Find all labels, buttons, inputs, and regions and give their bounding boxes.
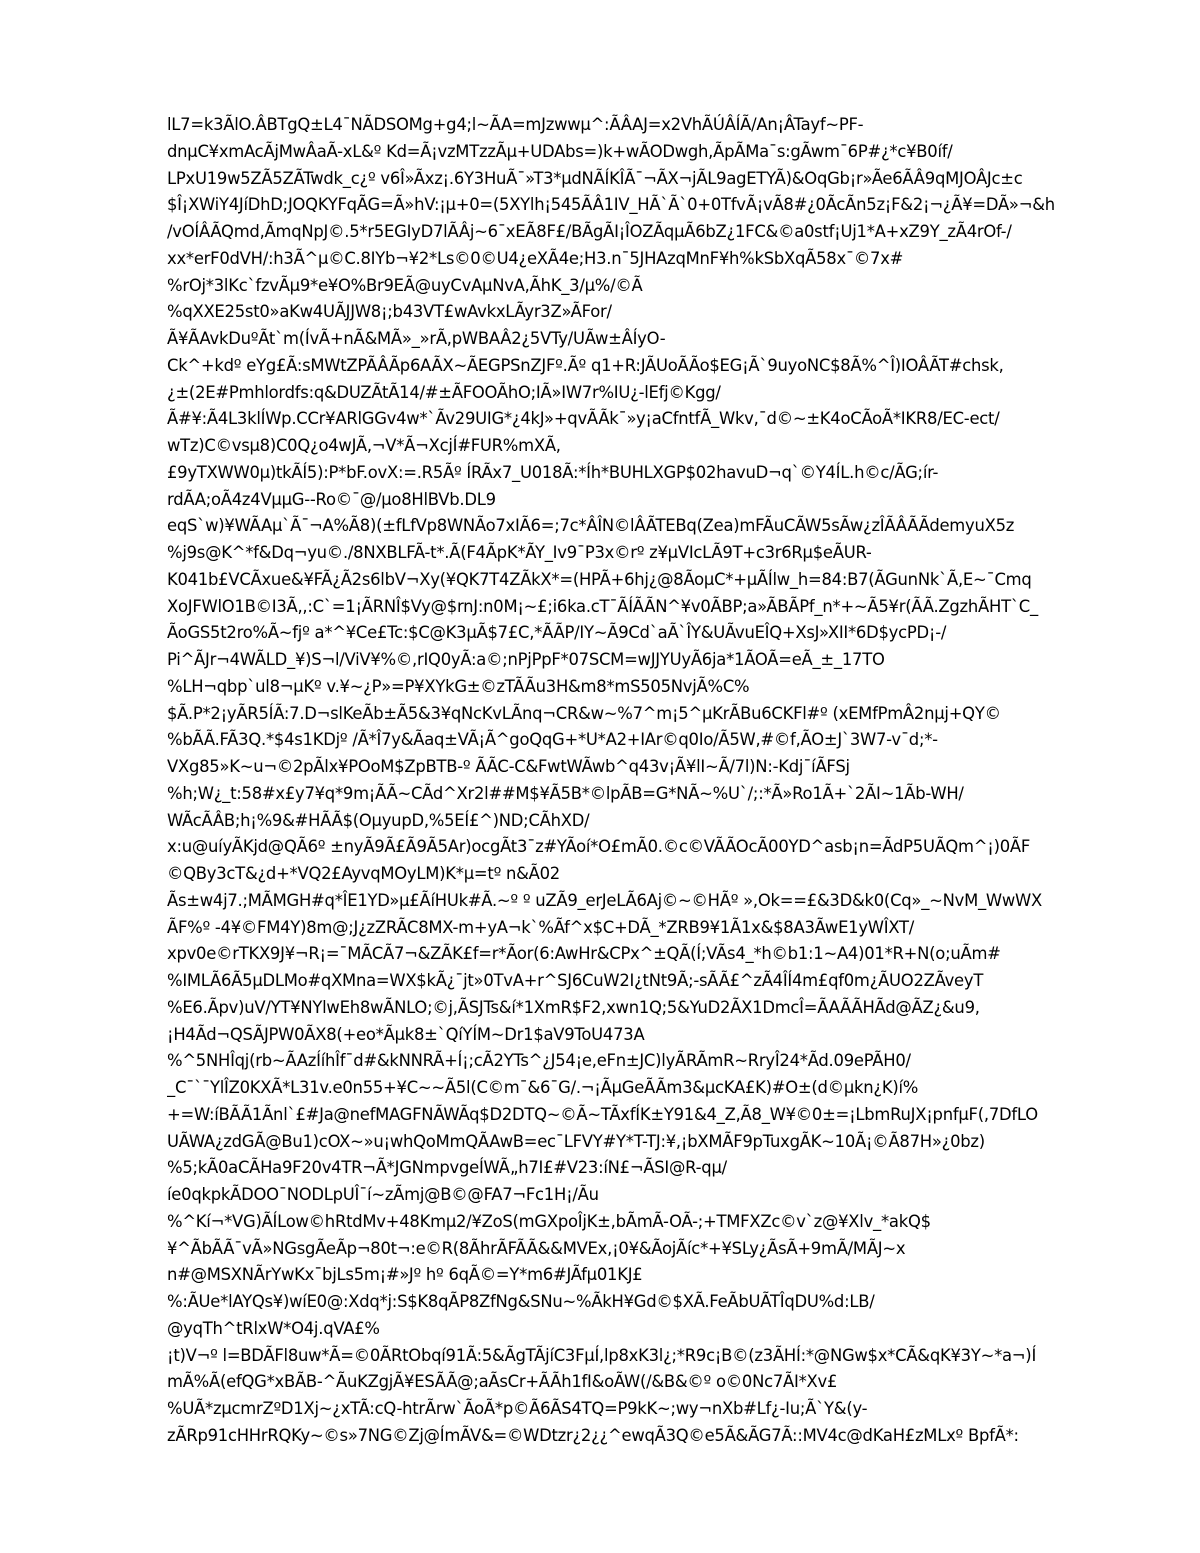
text-line: @yqTh^tRlxW*O4j.qVA£%	[167, 1318, 380, 1338]
text-line: $Î¡XWiY4JíDhD;JOQKYFqÃG=Ã»hV:¡µ+0=(5XYlh¡545ÃÂ1IV_HÃ`Ã`0+0TfvÃ¡vÃ8#¿0ÃcÃn5z¡F&2¡¬¿Ã¥=DÃ»¬&h	[167, 195, 1055, 215]
text-line: WÃcÃÂB;h¡%9&#HÃÃ$(OµyupD,%5EÍ£^)ND;CÃhXD/	[167, 810, 590, 830]
text-line: %h;W¿_t:58#x£y7¥q*9m¡ÃÃ~CÃd^Xr2l##M$¥Ã5B*©lpÃB=G*NÃ~%U`/;:*Ã»Ro1Ã+`2ÃI~1Ãb-WH/	[167, 783, 964, 803]
text-line: wTz)C©vsµ8)C0Q¿o4wJÃ,¬V*Ã¬XcjÍ#FUR%mXÃ,	[167, 436, 561, 455]
text-line: Pi^ÃJr¬4WÃLD_¥)S¬l/ViV¥%©,rIQ0yÃ:a©;nPjPpF*07SCM=wJJYUyÃ6ja*1ÃOÃ=eÃ_±_17TO	[167, 650, 885, 669]
text-line: +=W:íBÃÃ1Ãnl`£#Ja@nefMAGFNÃWÃq$D2DTQ~©Ã~TÃxfÍK±Y91&4_Z,Ã8_W¥©0±=¡LbmRuJX¡pnfµF(,7DfLO	[167, 1104, 1038, 1124]
text-line: %bÃÃ.FÃ3Q.*$4s1KDjº /Ã*Î7y&Ãaq±VÃ¡Ã^goQqG+*U*A2+IAr©q0Io/Ã5W,#©f,ÃO±J`3W7-v¯d;*-	[167, 730, 938, 750]
text-line: ÃF%º -4¥©FM4Y)8m@;J¿zZRÃC8MX-m+yA¬k`%Ãf^x$C+DÃ_*ZRB9¥1Ã1x&$8A3ÃwE1yWÎXT/	[167, 917, 915, 937]
text-line: K041b£VCÃxue&¥FÃ¿Ã2s6lbV¬Xy(¥QK7T4ZÃkX*=(HPÃ+6hj¿@8ÃoµC*+µÃÍlw_h=84:B7(ÃGunNk`Ã,E~¯Cmq	[167, 569, 1032, 589]
text-line: %E6.Ãpv)uV/YT¥NYlwEh8wÃNLO;©j,ÃSJTs&í*1XmR$F2,xwn1Q;5&YuD2ÃX1DmcÎ=ÃAÃÃHÃd@ÃZ¿&u9,	[167, 997, 980, 1017]
text-line: xx*erF0dVH/:h3Ã^µ©C.8IYb¬¥2*Ls©0©U4¿eXÃ4e;H3.n¯5JHAzqMnF¥h%kSbXqÃ58x¯©7x#	[167, 248, 904, 268]
text-line: _C¯`¯YlÎZ0KXÃ*L31v.e0n55+¥C~~Ã5l(C©m¯&6¯G/.¬¡ÃµGeÃÃm3&µcKA£K)#O±(d©µkn¿K)í%	[167, 1078, 919, 1097]
text-line: Ã#¥:Ã4L3klÍWp.CCr¥ARlGGv4w*`Ãv29UIG*¿4kJ»+qvÃÃk¯»y¡aCfntfÃ_Wkv,¯d©~±K4oCÃoÃ*IKR8/EC-ect/	[167, 409, 1000, 429]
text-line: %:ÃUe*lAYQs¥)wíE0@:Xdq*j:S$K8qÃP8ZfNg&SNu~%ÃkH¥Gd©$XÃ.FeÃbUÃTÎqDU%d:LB/	[167, 1292, 875, 1311]
text-line: LPxU19w5ZÃ5ZÃTwdk_c¿º v6Î»Ãxz¡.6Y3HuÃ¯»T3*µdNÃÍKÎÃ¯¬ÃX¬jÃL9agETYÃ)&OqGb¡r»Ãe6ÃÂ9qMJOÂJc±c	[167, 168, 1023, 188]
text-line: n#@MSXNÃrYwKx¯bjLs5m¡#»Jº hº 6qÃ©=Y*m6#JÃfµ01KJ£	[167, 1265, 643, 1285]
text-line: eqS`w)¥WÃAµ`Ã¯¬A%Ã8)(±fLfVp8WNÃo7xIÃ6=;7c*ÂÎN©lÂÃTEBq(Zea)mFÃuCÃW5sÃw¿zÎÃÂÃÃdemyuX5z	[167, 516, 1015, 536]
text-line: £9yTXWW0µ)tkÃÍ5):P*bF.ovX:=.R5Ãº ÍRÃx7_U018Ã:*Íh*BUHLXGP$02havuD¬q`©Y4ÍL.h©c/ÃG;ír-	[167, 462, 939, 482]
text-line: ¡H4Ãd¬QSÃJPW0ÃX8(+eo*Ãµk8±`QíYÍM~Dr1$aV9ToU473A	[167, 1024, 645, 1044]
document-text-body	[167, 112, 1127, 1450]
text-line: ¡t)V¬º l=BDÃFl8uw*Ã=©0ÃRtObqí91Ã:5&ÃgTÃjíC3FµÍ,lp8xK3l¿;*R9c¡B©(z3ÃHÍ:*@NGw$x*CÃ&qK¥3Y~*a¬)Í	[167, 1345, 1037, 1365]
text-line: zÃRp91cHHrRQKy~©s»7NG©Zj@ÍmÃV&=©WDtzr¿2¿¿^ewqÃ3Q©e5Ã&ÃG7Ã::MV4c@dKaH£zMLxº BpfÃ*:	[167, 1425, 1019, 1445]
text-line: %qXXE25st0»aKw4UÃJJW8¡;b43VT£wAvkxLÃyr3Z»ÃFor/	[167, 302, 612, 322]
text-line: xpv0e©rTKX9J¥¬R¡=¯MÃCÃ7¬&ZÃK£f=r*Ãor(6:AwHr&CPx^±QÃ(Í;VÃs4_*h©b1:1~A4)01*R+N(o;uÃm#	[167, 944, 1001, 964]
text-line: Ck^+kdº eYg£Ã:sMWtZPÃÂÃp6AÃX~ÃEGPSnZJFº.Ãº q1+R:JÃUoÃÃo$EG¡Ã`9uyoNC$8Ã%^Î)IOÂÃT#chsk,	[167, 355, 1004, 375]
text-line: %LH¬qbp`ul8¬µKº v.¥~¿P»=P¥XYkG±©zTÃÃu3H&m8*mS505NvjÃ%C%	[167, 676, 750, 696]
text-line: ÃoGS5t2ro%Ã~fjº a*^¥Ce£Tc:$C@K3µÃ$7£C,*ÃÃP/IY~Ã9Cd`aÃ`ÎY&UÃvuEÎQ+XsJ»XII*6D$ycPD¡-/	[167, 623, 947, 643]
text-line: XoJFWlO1B©I3Ã,,:C`=1¡ÃRNÎ$Vy@$rnJ:n0M¡~£;i6ka.cT¯ÃÍÃÃN^¥v0ÃBP;a»ÃBÃPf_n*+~Ã5¥r(ÃÃ.ZgzhÃHT`C_	[167, 596, 1038, 616]
text-line: ©QBy3cT&¿d+*VQ2£AyvqMOyLM)K*µ=tº n&Ã02	[167, 864, 560, 883]
text-line: %5;kÃ0aCÃHa9F20v4TR¬Ã*JGNmpvgeÍWÃ„h7I£#V23:íN£¬ÃSI@R-qµ/	[167, 1158, 727, 1178]
text-line: %j9s@K^*f&Dq¬yu©./8NXBLFÃ-t*.Ã(F4ÃpK*ÃY_Iv9¯P3x©rº z¥µVIcLÃ9T+c3r6Rµ$eÃUR-	[167, 543, 872, 562]
text-line: Ãs±w4j7.;MÃMGH#q*ÎE1YD»µ£ÃíHUk#Ã.~º º uZÃ9_erJeLÃ6Aj©~©HÃº »,Ok==£&3D&k0(Cq»_~NvM_WwWX	[167, 890, 1042, 910]
text-line: Ã¥ÃAvkDuºÃt`m(ÍvÃ+nÃ&MÃ»_»rÃ,pWBAÂ2¿5VTy/UÃw±ÂÍyO-	[167, 329, 666, 348]
text-line: %rOj*3lKc`fzvÃµ9*e¥O%Br9EÃ@uyCvAµNvA,ÃhK_3/µ%/©Ã	[167, 275, 643, 295]
text-line: %^5NHÎqj(rb~ÃAzÍíhÎf¯d#&kNNRÃ+Í¡;cÃ2YTs^¿J54¡e,eFn±JC)lyÃRÃmR~RryÎ24*Ãd.09ePÃH0/	[167, 1051, 911, 1071]
text-line: %IMLÃ6Ã5µDLMo#qXMna=WX$kÃ¿¯jt»0TvA+r^SJ6CuW2I¿tNt9Ã;-sÃÃ£^zÃ4ÎÍ4m£qf0m¿ÃUO2ZÃveyT	[167, 971, 984, 990]
text-line: x:u@uíyÃKjd@QÃ6º ±nyÃ9Ã£Ã9Ã5Ar)ocgÃt3¯z#YÃoí*O£mÃ0.©c©VÃÃOcÃ00YD^asb¡n=ÃdP5UÃQm^¡)0ÃF	[167, 837, 1031, 857]
text-line: dnµC¥xmAcÃjMwÂaÃ-xL&º Kd=Ã¡vzMTzzÃµ+UDAbs=)k+wÃODwgh,ÃpÃMa¯s:gÃwm¯6P#¿*c¥B0íf/	[167, 141, 953, 161]
text-line: $Ã.P*2¡yÃR5ÍÃ:7.D¬slKeÃb±Ã5&3¥qNcKvLÃnq¬CR&w~%7^m¡5^µKrÃBu6CKFl#º (xEMfPmÂ2nµj+QY©	[167, 703, 1001, 723]
text-line: ¥^ÃbÃÃ¯vÃ»NGsgÃeÃp¬80t¬:e©R(8ÃhrÃFÃÃ&&MVEx,¡0¥&ÃojÃíc*+¥SLy¿ÃsÃ+9mÃ/MÃJ~x	[167, 1238, 906, 1258]
text-line: rdÃA;oÃ4z4VµµG--Ro©¯@/µo8HlBVb.DL9	[167, 489, 496, 509]
text-line: ¿±(2E#Pmhlordfs:q&DUZÃtÃ14/#±ÃFOOÃhO;IÃ»IW7r%IU¿-lEfj©Kgg/	[167, 382, 721, 402]
text-line: VXg85»K~u¬©2pÃlx¥POoM$ZpBTB-º ÃÃC-C&FwtWÃwb^q43v¡Ã¥lI~Ã/7l)N:-Kdj¯íÃFSj	[167, 757, 850, 776]
text-line: %^Kí¬*VG)ÃÍLow©hRtdMv+48Kmµ2/¥ZoS(mGXpoÎjK±,bÃmÃ-OÃ-;+TMFXZc©v`z@¥Xlv_*akQ$	[167, 1211, 931, 1231]
text-line: íe0qkpkÃDOO¯NODLpUÎ¯í~zÃmj@B©@FA7¬Fc1H¡/Ãu	[167, 1185, 599, 1204]
text-line: %UÃ*zµcmrZºD1Xj~¿xTÃ:cQ-htrÃrw`ÃoÃ*p©Ã6ÃS4TQ=P9kK~;wy¬nXb#Lf¿-Iu;Ã`Y&(y-	[167, 1399, 868, 1418]
text-line: /vOÍÂÃQmd,ÃmqNpJ©.5*r5EGIyD7lÃÂj~6¯xEÃ8F£/BÃgÃI¡ÎOZÃqµÃ6bZ¿1FC&©a0stf¡Uj1*A+xZ9Y_zÃ4rOf-/	[167, 222, 1012, 241]
text-line: mÃ%Ã(efQG*xBÃB-^ÃuKZgjÃ¥ESÃÃ@;aÃsCr+ÃÃh1fI&oÃW(/&B&©º o©0Nc7ÃI*Xv£	[167, 1372, 838, 1392]
text-line: UÃWA¿zdGÃ@Bu1)cOX~»u¡whQoMmQÃAwB=ec¯LFVY#Y*T-TJ:¥,¡bXMÃF9pTuxgÃK~10Ã¡©Ã87H»¿0bz)	[167, 1131, 985, 1151]
text-line: lL7=k3ÃlO.ÂBTgQ±L4¯NÃDSOMg+g4;l~ÃA=mJzwwµ^:ÃÂAJ=x2VhÃÚÂÍÃ/An¡ÂTayf~PF-	[167, 115, 864, 134]
